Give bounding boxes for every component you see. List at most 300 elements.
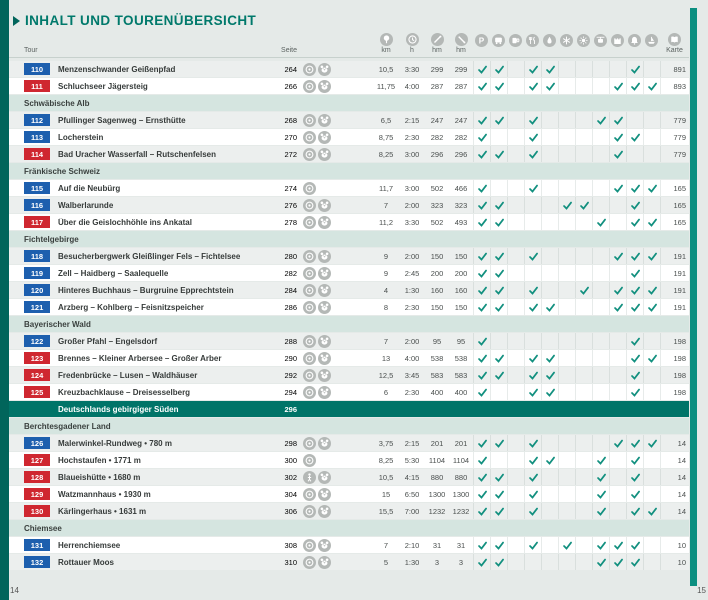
karte-number: 191 <box>660 282 689 298</box>
tour-duration: 7:00 <box>404 506 420 516</box>
tour-km: 7 <box>383 336 389 346</box>
feature-column-header <box>524 34 541 54</box>
feature-cell-drop <box>541 503 558 519</box>
feature-cell-boat <box>643 554 660 570</box>
bear-icon <box>318 80 331 93</box>
feature-cell-cutlery <box>524 282 541 298</box>
tour-badge-icons <box>297 369 337 382</box>
check-icon <box>494 353 505 364</box>
tour-badge-icons <box>297 63 337 76</box>
table-header <box>9 33 689 58</box>
karte-number: 779 <box>660 146 689 162</box>
feature-cell-snowflake <box>558 112 575 128</box>
feature-cell-cutlery <box>524 333 541 349</box>
wheel-icon <box>303 539 316 552</box>
feature-cell-sun <box>575 129 592 145</box>
tour-km: 8,75 <box>378 132 394 142</box>
bear-icon <box>318 369 331 382</box>
wheel-icon <box>303 199 316 212</box>
feature-cell-drop <box>541 367 558 383</box>
wheel-icon <box>303 437 316 450</box>
tour-page: 270 <box>284 132 297 142</box>
check-icon <box>494 149 505 160</box>
feature-cell-cutlery <box>524 384 541 400</box>
tour-number-badge: 111 <box>24 80 50 92</box>
table-row <box>9 129 689 145</box>
feature-cell-mug <box>507 214 524 230</box>
tour-duration: 2:10 <box>404 540 420 550</box>
tour-km: 15 <box>381 489 391 499</box>
bear-icon <box>318 386 331 399</box>
feature-cell-castle <box>609 384 626 400</box>
karte-number: 165 <box>660 214 689 230</box>
feature-cell-drop <box>541 265 558 281</box>
section-title: Fränkische Schweiz <box>24 166 101 176</box>
section-row <box>9 520 689 536</box>
table-row <box>9 469 689 485</box>
feature-cell-parking <box>473 486 490 502</box>
feature-cell-castle <box>609 333 626 349</box>
bear-icon <box>318 267 331 280</box>
check-icon <box>613 438 624 449</box>
feature-cell-cablecar <box>592 61 609 77</box>
feature-cell-sun <box>575 554 592 570</box>
tour-name: Kärlingerhaus • 1631 m <box>58 506 147 516</box>
karte-number: 893 <box>660 78 689 94</box>
feature-cell-mug <box>507 146 524 162</box>
check-icon <box>545 370 556 381</box>
feature-cell-mug <box>507 180 524 196</box>
feature-column-header <box>541 34 558 54</box>
svg-text:P: P <box>478 36 485 46</box>
tour-page: 306 <box>284 506 297 516</box>
check-icon <box>613 183 624 194</box>
section-title: Fichtelgebirge <box>24 234 79 244</box>
check-icon <box>528 115 539 126</box>
feature-cell-mug <box>507 78 524 94</box>
feature-cell-castle <box>609 214 626 230</box>
table-row <box>9 486 689 502</box>
feature-cell-drop <box>541 214 558 230</box>
feature-cell-sun <box>575 537 592 553</box>
section-row <box>9 163 689 179</box>
feature-cell-parking <box>473 537 490 553</box>
feature-cell-mug <box>507 554 524 570</box>
check-icon <box>630 489 641 500</box>
tour-badge-icons <box>297 335 337 348</box>
table-row <box>9 265 689 281</box>
feature-cell-castle <box>609 146 626 162</box>
feature-cell-snowflake <box>558 129 575 145</box>
tour-number-badge: 129 <box>24 488 50 500</box>
feature-cell-cablecar <box>592 350 609 366</box>
karte-label: Karte <box>666 47 683 54</box>
check-icon <box>494 268 505 279</box>
check-icon <box>630 183 641 194</box>
tour-km: 3,75 <box>378 438 394 448</box>
feature-cell-cutlery <box>524 180 541 196</box>
feature-cell-cablecar <box>592 333 609 349</box>
wheel-icon <box>303 114 316 127</box>
feature-cell-mug <box>507 537 524 553</box>
table-row <box>9 112 689 128</box>
feature-cell-cutlery <box>524 248 541 264</box>
check-icon <box>528 302 539 313</box>
tour-km: 7 <box>383 200 389 210</box>
tour-page: 264 <box>284 64 297 74</box>
tour-badge-icons <box>297 182 337 195</box>
check-icon <box>477 183 488 194</box>
feature-cell-boat <box>643 112 660 128</box>
karte-column-header <box>660 33 689 54</box>
feature-column-header <box>473 34 490 54</box>
feature-cell-bell <box>626 469 643 485</box>
tour-km: 7 <box>383 540 389 550</box>
check-icon <box>528 438 539 449</box>
feature-column-header <box>490 34 507 54</box>
tour-ascent: 502 <box>430 217 444 227</box>
tour-name: Besucherbergwerk Gleißlinger Fels – Fichtelsee <box>58 251 241 261</box>
feature-cell-parking <box>473 367 490 383</box>
tour-descent: 1300 <box>452 489 470 499</box>
section-row <box>9 231 689 247</box>
feature-cell-boat <box>643 299 660 315</box>
feature-cell-parking <box>473 282 490 298</box>
check-icon <box>545 387 556 398</box>
tour-descent: 282 <box>454 132 468 142</box>
feature-cell-boat <box>643 248 660 264</box>
tour-name: Locherstein <box>58 132 104 142</box>
feature-cell-sun <box>575 435 592 451</box>
tour-descent: 400 <box>454 387 468 397</box>
bear-icon <box>318 505 331 518</box>
tour-duration: 5:30 <box>404 455 420 465</box>
tour-km: 8,25 <box>378 455 394 465</box>
page-title: INHALT UND TOURENÜBERSICHT <box>25 13 257 28</box>
feature-cell-drop <box>541 78 558 94</box>
table-row <box>9 180 689 196</box>
chapter-page: 296 <box>284 404 297 414</box>
feature-cell-bus <box>490 503 507 519</box>
wheel-icon <box>303 352 316 365</box>
table-row <box>9 78 689 94</box>
table-row <box>9 333 689 349</box>
check-icon <box>494 557 505 568</box>
feature-cell-castle <box>609 282 626 298</box>
feature-cell-cutlery <box>524 367 541 383</box>
metric-column-header <box>399 33 425 54</box>
feature-column-header <box>643 34 660 54</box>
tour-name: Bad Uracher Wasserfall – Rutschenfelsen <box>58 149 216 159</box>
bear-icon <box>318 335 331 348</box>
check-icon <box>647 81 658 92</box>
feature-cell-parking <box>473 129 490 145</box>
feature-cell-mug <box>507 248 524 264</box>
feature-cell-boat <box>643 350 660 366</box>
feature-cell-cablecar <box>592 112 609 128</box>
table-row <box>9 384 689 400</box>
feature-cell-cutlery <box>524 299 541 315</box>
check-icon <box>596 217 607 228</box>
feature-cell-parking <box>473 503 490 519</box>
feature-cell-castle <box>609 350 626 366</box>
tour-ascent: 400 <box>430 387 444 397</box>
feature-cell-snowflake <box>558 367 575 383</box>
check-icon <box>545 81 556 92</box>
karte-number: 198 <box>660 367 689 383</box>
check-icon <box>494 64 505 75</box>
check-icon <box>528 149 539 160</box>
book-icon <box>668 33 681 46</box>
feature-cell-snowflake <box>558 469 575 485</box>
feature-cell-mug <box>507 282 524 298</box>
feature-cell-mug <box>507 452 524 468</box>
karte-number: 14 <box>660 486 689 502</box>
tour-descent: 247 <box>454 115 468 125</box>
check-icon <box>596 506 607 517</box>
feature-cell-bus <box>490 146 507 162</box>
bear-icon <box>318 131 331 144</box>
feature-cell-drop <box>541 112 558 128</box>
page-content <box>9 0 689 600</box>
feature-cell-bell <box>626 333 643 349</box>
check-icon <box>477 132 488 143</box>
feature-cell-boat <box>643 78 660 94</box>
table-row <box>9 367 689 383</box>
tour-km: 8,25 <box>378 149 394 159</box>
tour-name: Fredenbrücke – Lusen – Waldhäuser <box>58 370 198 380</box>
page-number-left: 14 <box>10 586 19 595</box>
check-icon <box>494 489 505 500</box>
bell-icon <box>628 34 641 47</box>
check-icon <box>494 370 505 381</box>
feature-cell-castle <box>609 180 626 196</box>
tour-duration: 4:00 <box>404 353 420 363</box>
feature-cell-cutlery <box>524 112 541 128</box>
tour-duration: 2:00 <box>404 200 420 210</box>
tour-ascent: 299 <box>430 64 444 74</box>
tour-number-badge: 132 <box>24 556 50 568</box>
check-icon <box>494 285 505 296</box>
check-icon <box>647 285 658 296</box>
feature-cell-mug <box>507 435 524 451</box>
tour-page: 294 <box>284 387 297 397</box>
feature-cell-cutlery <box>524 214 541 230</box>
check-icon <box>562 200 573 211</box>
feature-cell-cutlery <box>524 452 541 468</box>
karte-number: 191 <box>660 248 689 264</box>
wheel-icon <box>303 386 316 399</box>
tour-badge-icons <box>297 199 337 212</box>
feature-cell-cutlery <box>524 265 541 281</box>
tour-number-badge: 114 <box>24 148 50 160</box>
feature-cell-sun <box>575 214 592 230</box>
feature-cell-bus <box>490 197 507 213</box>
tour-name: Malerwinkel-Rundweg • 780 m <box>58 438 172 448</box>
check-icon <box>596 557 607 568</box>
tour-km: 13 <box>381 353 391 363</box>
section-title: Schwäbische Alb <box>24 98 90 108</box>
feature-cell-cablecar <box>592 78 609 94</box>
bear-icon <box>318 114 331 127</box>
tour-page: 276 <box>284 200 297 210</box>
bear-icon <box>318 539 331 552</box>
feature-cell-sun <box>575 486 592 502</box>
tour-number-badge: 113 <box>24 131 50 143</box>
tour-duration: 2:45 <box>404 268 420 278</box>
table-row <box>9 537 689 553</box>
tour-duration: 3:00 <box>404 183 420 193</box>
feature-cell-sun <box>575 78 592 94</box>
tour-number-badge: 119 <box>24 267 50 279</box>
feature-cell-parking <box>473 469 490 485</box>
karte-number: 779 <box>660 112 689 128</box>
feature-cell-bell <box>626 180 643 196</box>
tour-duration: 4:00 <box>404 81 420 91</box>
tour-ascent: 1232 <box>428 506 446 516</box>
bear-icon <box>318 199 331 212</box>
cutlery-icon <box>526 34 539 47</box>
check-icon <box>477 506 488 517</box>
feature-cell-parking <box>473 112 490 128</box>
feature-cell-bus <box>490 350 507 366</box>
clock-icon <box>406 33 419 46</box>
tour-km: 10,5 <box>378 472 394 482</box>
tour-table-body <box>9 58 689 570</box>
tour-page: 300 <box>284 455 297 465</box>
check-icon <box>613 251 624 262</box>
feature-cell-boat <box>643 333 660 349</box>
check-icon <box>528 455 539 466</box>
feature-cell-mug <box>507 486 524 502</box>
feature-cell-parking <box>473 554 490 570</box>
tour-duration: 1:30 <box>404 557 420 567</box>
tour-km: 11,75 <box>376 81 396 91</box>
tour-ascent: 1104 <box>428 455 446 465</box>
check-icon <box>647 353 658 364</box>
feature-cell-mug <box>507 112 524 128</box>
feature-cell-bus <box>490 367 507 383</box>
check-icon <box>477 387 488 398</box>
tour-ascent: 287 <box>430 81 444 91</box>
tour-badge-icons <box>297 556 337 569</box>
tour-duration: 2:00 <box>404 251 420 261</box>
feature-cell-cablecar <box>592 197 609 213</box>
feature-cell-boat <box>643 265 660 281</box>
table-row <box>9 214 689 230</box>
feature-cell-cutlery <box>524 61 541 77</box>
feature-cell-boat <box>643 282 660 298</box>
feature-cell-bus <box>490 554 507 570</box>
feature-cell-snowflake <box>558 146 575 162</box>
feature-cell-bell <box>626 350 643 366</box>
feature-cell-boat <box>643 469 660 485</box>
feature-cell-bell <box>626 435 643 451</box>
check-icon <box>596 455 607 466</box>
feature-cell-castle <box>609 367 626 383</box>
feature-cell-sun <box>575 469 592 485</box>
tour-number-badge: 118 <box>24 250 50 262</box>
tour-ascent: 583 <box>430 370 444 380</box>
tour-badge-icons <box>297 437 337 450</box>
metric-label: km <box>381 47 391 54</box>
feature-cell-castle <box>609 452 626 468</box>
feature-cell-cablecar <box>592 180 609 196</box>
check-icon <box>477 200 488 211</box>
feature-cell-bell <box>626 367 643 383</box>
feature-cell-boat <box>643 61 660 77</box>
tour-ascent: 150 <box>430 302 444 312</box>
tour-page: 288 <box>284 336 297 346</box>
feature-cell-bus <box>490 486 507 502</box>
feature-cell-boat <box>643 146 660 162</box>
karte-number: 14 <box>660 503 689 519</box>
check-icon <box>613 149 624 160</box>
chapter-title: Deutschlands gebirgiger Süden <box>58 404 179 414</box>
tour-km: 9 <box>383 251 389 261</box>
feature-cell-mug <box>507 299 524 315</box>
check-icon <box>477 540 488 551</box>
ascent-icon <box>431 33 444 46</box>
feature-cell-mug <box>507 503 524 519</box>
feature-cell-cablecar <box>592 537 609 553</box>
tour-number-badge: 112 <box>24 114 50 126</box>
check-icon <box>528 370 539 381</box>
feature-cell-castle <box>609 78 626 94</box>
feature-cell-drop <box>541 537 558 553</box>
feature-cell-sun <box>575 146 592 162</box>
tour-number-badge: 110 <box>24 63 50 75</box>
tour-badge-icons <box>297 454 337 467</box>
tour-badge-icons <box>297 114 337 127</box>
feature-cell-boat <box>643 452 660 468</box>
karte-number: 10 <box>660 554 689 570</box>
karte-number: 198 <box>660 350 689 366</box>
tour-km: 6,5 <box>380 115 392 125</box>
check-icon <box>545 353 556 364</box>
wheel-icon <box>303 284 316 297</box>
tour-badge-icons <box>297 284 337 297</box>
check-icon <box>477 353 488 364</box>
tour-name: Hochstaufen • 1771 m <box>58 455 141 465</box>
wheel-icon <box>303 80 316 93</box>
feature-cell-bell <box>626 554 643 570</box>
feature-column-header <box>609 34 626 54</box>
check-icon <box>477 557 488 568</box>
bear-icon <box>318 556 331 569</box>
tour-descent: 150 <box>454 251 468 261</box>
tour-number-badge: 122 <box>24 335 50 347</box>
feature-cell-parking <box>473 146 490 162</box>
feature-cell-snowflake <box>558 197 575 213</box>
check-icon <box>630 132 641 143</box>
feature-cell-cablecar <box>592 248 609 264</box>
check-icon <box>528 387 539 398</box>
tour-name: Walberlarunde <box>58 200 114 210</box>
feature-cell-snowflake <box>558 452 575 468</box>
tour-duration: 6:50 <box>404 489 420 499</box>
tour-number-badge: 131 <box>24 539 50 551</box>
check-icon <box>630 455 641 466</box>
feature-cell-castle <box>609 503 626 519</box>
metric-column-header <box>373 33 399 54</box>
feature-cell-parking <box>473 180 490 196</box>
feature-cell-drop <box>541 350 558 366</box>
feature-cell-snowflake <box>558 333 575 349</box>
feature-cell-drop <box>541 248 558 264</box>
tour-name: Pfullinger Sagenweg – Ernsthütte <box>58 115 186 125</box>
check-icon <box>596 472 607 483</box>
